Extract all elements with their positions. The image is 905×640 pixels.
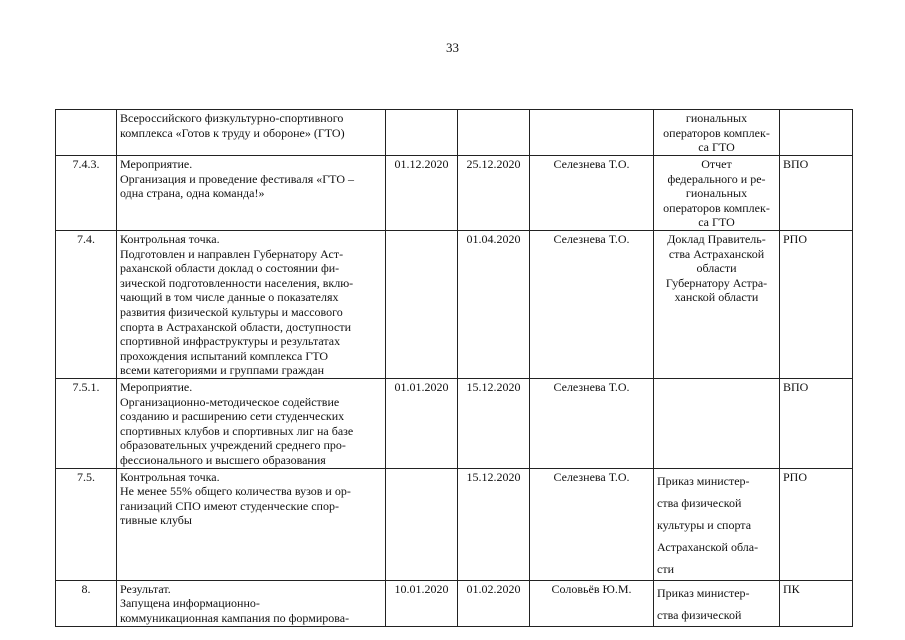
- end-date: 15.12.2020: [458, 468, 530, 580]
- row-number: 7.5.1.: [56, 379, 117, 469]
- table-row: [56, 110, 853, 156]
- row-number: 8.: [56, 580, 117, 626]
- responsible-person: [530, 110, 654, 156]
- control-level: ПК: [780, 580, 853, 626]
- control-level: РПО: [780, 231, 853, 379]
- end-date: 01.02.2020: [458, 580, 530, 626]
- start-date: [386, 110, 458, 156]
- control-level: ВПО: [780, 156, 853, 231]
- start-date: 01.01.2020: [386, 379, 458, 469]
- start-date: [386, 231, 458, 379]
- result-document: Отчет федерального и ре- гиональных операторов комплек- са ГТО: [654, 156, 780, 231]
- table-row: [56, 468, 853, 580]
- end-date: [458, 110, 530, 156]
- plan-table: [55, 109, 853, 627]
- event-description: Контрольная точка. Не менее 55% общего количества вузов и ор- ганизаций СПО имеют студенческие спор- тивные клубы: [117, 468, 386, 580]
- row-number: 7.4.3.: [56, 156, 117, 231]
- control-level: РПО: [780, 468, 853, 580]
- table-row: [56, 379, 853, 469]
- row-number: 7.4.: [56, 231, 117, 379]
- table-row: [56, 580, 853, 626]
- table-row: [56, 231, 853, 379]
- result-document: Приказ министер- ства физической: [654, 580, 780, 626]
- start-date: [386, 468, 458, 580]
- start-date: 10.01.2020: [386, 580, 458, 626]
- control-level: [780, 110, 853, 156]
- end-date: 25.12.2020: [458, 156, 530, 231]
- end-date: 01.04.2020: [458, 231, 530, 379]
- responsible-person: Селезнева Т.О.: [530, 468, 654, 580]
- event-description: Всероссийского физкультурно-спортивного комплекса «Готов к труду и обороне» (ГТО): [117, 110, 386, 156]
- event-description: Результат. Запущена информационно- коммуникационная кампания по формирова-: [117, 580, 386, 626]
- responsible-person: Селезнева Т.О.: [530, 231, 654, 379]
- row-number: 7.5.: [56, 468, 117, 580]
- responsible-person: Селезнева Т.О.: [530, 156, 654, 231]
- result-document: Доклад Правитель- ства Астраханской области Губернатору Астра- ханской области: [654, 231, 780, 379]
- event-description: Мероприятие. Организация и проведение фестиваля «ГТО – одна страна, одна команда!»: [117, 156, 386, 231]
- result-document: гиональных операторов комплек- са ГТО: [654, 110, 780, 156]
- event-description: Мероприятие. Организационно-методическое содействие созданию и расширению сети студенческих спортивных клубов и спортивных лиг на базе образовательных учреждений среднего про- фессионального и высшего образования: [117, 379, 386, 469]
- control-level: ВПО: [780, 379, 853, 469]
- table-row: [56, 156, 853, 231]
- end-date: 15.12.2020: [458, 379, 530, 469]
- start-date: 01.12.2020: [386, 156, 458, 231]
- page-number: 33: [446, 40, 459, 55]
- responsible-person: Соловьёв Ю.М.: [530, 580, 654, 626]
- row-number: [56, 110, 117, 156]
- result-document: [654, 379, 780, 469]
- result-document: Приказ министер- ства физической культуры и спорта Астраханской обла- сти: [654, 468, 780, 580]
- event-description: Контрольная точка. Подготовлен и направлен Губернатору Аст- раханской области доклад о состоянии фи- зической подготовленности населения, вклю- чающий в том числе данные о показателях развития физической культуры и массового спорта в Астраханской области, доступности спортивной инфраструктуры и результатах прохождения испытаний комплекса ГТО всеми категориями и группами граждан: [117, 231, 386, 379]
- responsible-person: Селезнева Т.О.: [530, 379, 654, 469]
